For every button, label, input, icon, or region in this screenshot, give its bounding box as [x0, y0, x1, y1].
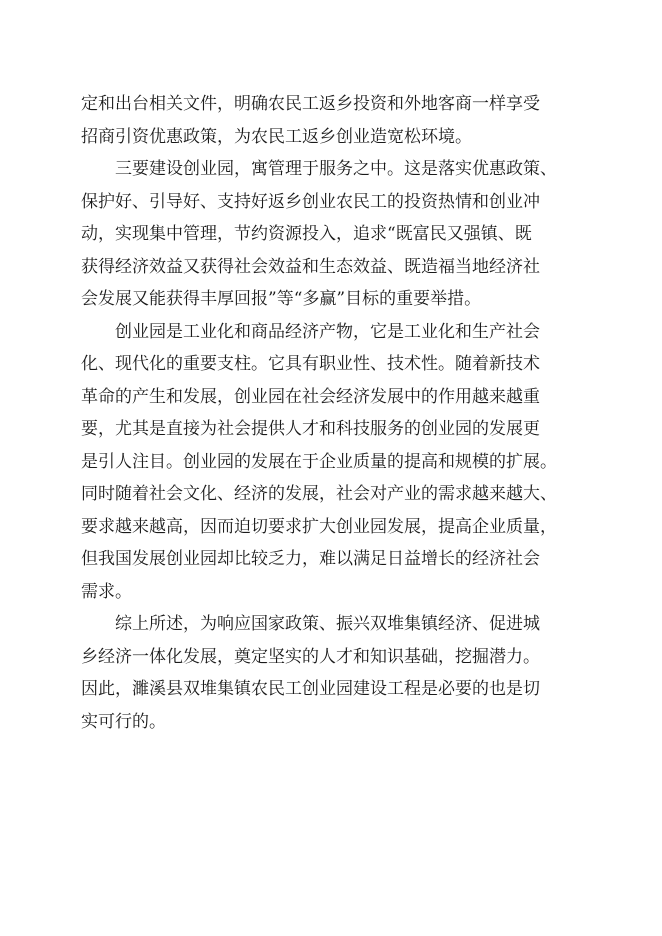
text-line: 革命的产生和发展，创业园在社会经济发展中的作用越来越重: [81, 386, 540, 407]
text-line: 但我国发展创业园却比较乏力，难以满足日益增长的经济社会: [81, 549, 540, 569]
text-line: 需求。: [81, 581, 132, 602]
text-line: 因此，濉溪县双堆集镇农民工创业园建设工程是必要的也是切: [81, 679, 540, 699]
text-line: 实可行的。: [81, 711, 166, 732]
text-line: 获得经济效益又获得社会效益和生态效益、既造福当地经济社: [81, 256, 540, 277]
text-line: 定和出台相关文件，明确农民工返乡投资和外地客商一样享受: [81, 94, 540, 114]
text-line: 乡经济一体化发展，奠定坚实的人才和知识基础，挖掘潜力。: [81, 646, 540, 667]
text-line: 化、现代化的重要支柱。它具有职业性、技术性。随着新技术: [81, 354, 540, 374]
text-line: 会发展又能获得丰厚回报”等“多赢”目标的重要举措。: [81, 289, 482, 309]
body-text: [81, 88, 581, 738]
paragraph-start-line: 综上所述，为响应国家政策、振兴双堆集镇经济、促进城: [115, 614, 540, 634]
paragraph-start-line: 创业园是工业化和商品经济产物，它是工业化和生产社会: [115, 321, 540, 342]
text-line: 要，尤其是直接为社会提供人才和科技服务的创业园的发展更: [81, 419, 540, 439]
text-line: 同时随着社会文化、经济的发展，社会对产业的需求越来越大、: [81, 484, 557, 504]
text-line: 招商引资优惠政策，为农民工返乡创业造宽松环境。: [81, 126, 472, 147]
paragraph-start-line: 三要建设创业园，寓管理于服务之中。这是落实优惠政策、: [115, 159, 557, 179]
text-line: 动，实现集中管理，节约资源投入，追求“既富民又强镇、既: [81, 224, 532, 244]
text-line: 是引人注目。创业园的发展在于企业质量的提高和规模的扩展。: [81, 451, 557, 472]
text-line: 保护好、引导好、支持好返乡创业农民工的投资热情和创业冲: [81, 191, 540, 212]
text-line: 要求越来越高，因而迫切要求扩大创业园发展，提高企业质量，: [81, 516, 557, 537]
